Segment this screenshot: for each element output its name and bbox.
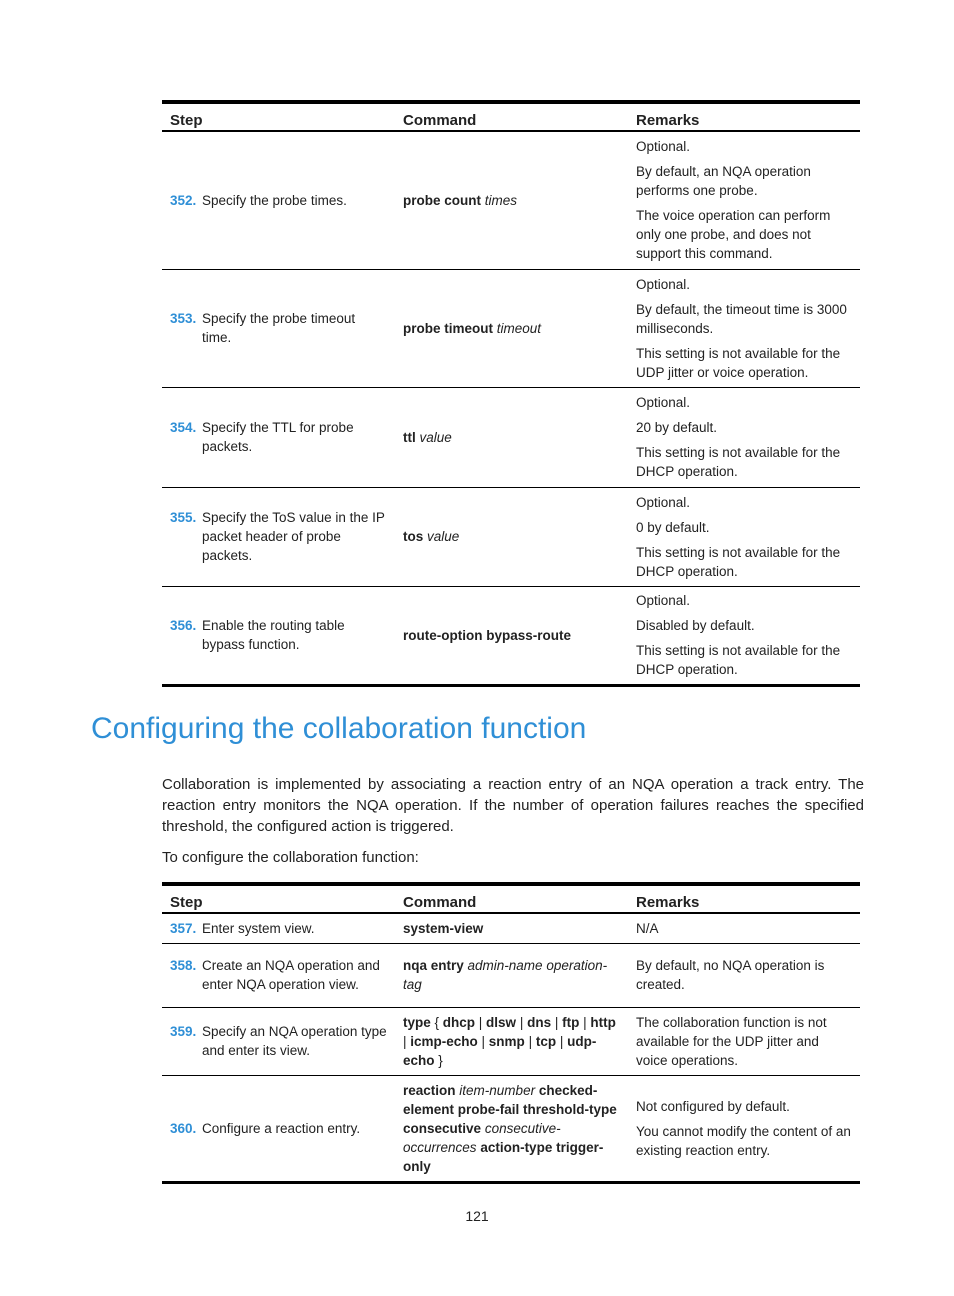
command-keyword: action-type trigger-only <box>403 1139 604 1174</box>
table-row <box>162 269 860 387</box>
header-remarks: Remarks <box>628 884 860 913</box>
probe-settings-table <box>162 100 860 687</box>
step-description: Enable the routing table bypass function. <box>202 618 345 652</box>
remark-line: This setting is not available for the DHCP operation. <box>636 544 841 579</box>
command-separator: } <box>434 1052 443 1068</box>
lead-paragraph: To configure the collaboration function: <box>162 849 419 866</box>
command-separator: | <box>475 1014 487 1030</box>
remark-line: Optional. <box>636 494 691 510</box>
command-separator: | <box>579 1014 591 1030</box>
remarks-cell <box>628 913 860 943</box>
remark-line: 20 by default. <box>636 420 718 435</box>
command-argument: item-number <box>459 1082 536 1098</box>
remarks-cell <box>628 1007 860 1075</box>
command-keyword: dlsw <box>486 1014 517 1030</box>
table-row <box>162 913 860 943</box>
command-keyword: tcp <box>535 1033 557 1049</box>
remarks-cell <box>628 131 860 269</box>
command-separator: { <box>430 1014 443 1030</box>
remarks-cell <box>628 586 860 685</box>
command-cell <box>395 1007 628 1075</box>
step-number: 355. <box>170 510 197 525</box>
command-separator: | <box>556 1033 568 1049</box>
header-step: Step <box>162 884 395 913</box>
command-argument: value <box>419 429 452 445</box>
step-description: Specify the probe times. <box>202 192 347 208</box>
command-separator: | <box>516 1014 528 1030</box>
remarks-cell <box>628 487 860 586</box>
remark-line: 0 by default. <box>636 519 710 535</box>
command-keyword: ttl <box>403 429 416 445</box>
step-description: Specify an NQA operation type and enter its view. <box>202 1024 387 1058</box>
table-body <box>162 131 860 685</box>
remarks-cell <box>628 387 860 487</box>
step-number: 356. <box>170 618 197 633</box>
table-row <box>162 1007 860 1075</box>
command-keyword: udp-echo <box>403 1033 597 1068</box>
step-item <box>170 1022 387 1060</box>
command-keyword: type <box>403 1014 431 1030</box>
remark-line: Optional. <box>636 593 691 608</box>
remark-line: Not configured by default. <box>636 1098 790 1114</box>
command-argument: times <box>484 192 518 208</box>
command-cell <box>395 913 628 943</box>
command-separator: | <box>524 1033 536 1049</box>
command-keyword: reaction <box>403 1082 456 1098</box>
step-item <box>170 956 387 994</box>
step-item <box>170 1119 387 1138</box>
header-remarks: Remarks <box>628 102 860 131</box>
command-keyword: http <box>590 1014 616 1030</box>
remark-line: Optional. <box>636 395 691 410</box>
step-number: 360. <box>170 1120 197 1136</box>
header-command: Command <box>395 102 628 131</box>
step-cell <box>162 269 395 387</box>
table-header-row <box>162 884 860 913</box>
table-row <box>162 131 860 269</box>
remark-line: Optional. <box>636 276 691 292</box>
step-description: Specify the TTL for probe packets. <box>202 420 354 454</box>
section-heading: Configuring the collaboration function <box>91 712 587 745</box>
remark-line: Disabled by default. <box>636 618 755 633</box>
header-step: Step <box>162 102 395 131</box>
remark-line: The collaboration function is not available for the UDP jitter and voice operations. <box>636 1014 827 1068</box>
table-body <box>162 913 860 1182</box>
remarks-cell <box>628 1075 860 1182</box>
command-keyword: probe timeout <box>403 320 493 336</box>
command-cell <box>395 269 628 387</box>
command-argument: timeout <box>496 320 542 336</box>
remark-line: This setting is not available for the DHCP operation. <box>636 445 841 479</box>
command-cell <box>395 487 628 586</box>
step-description: Enter system view. <box>202 920 315 936</box>
command-argument: value <box>427 529 460 544</box>
command-keyword: dhcp <box>442 1014 476 1030</box>
remark-line: You cannot modify the content of an existing reaction entry. <box>636 1123 851 1158</box>
step-number: 358. <box>170 958 197 973</box>
command-separator: | <box>477 1033 489 1049</box>
command-keyword: ftp <box>562 1014 580 1030</box>
command-keyword: nqa entry <box>403 958 464 973</box>
page-number: 121 <box>465 1208 489 1224</box>
step-description: Specify the probe timeout time. <box>202 311 356 345</box>
command-cell <box>395 1075 628 1182</box>
step-cell <box>162 943 395 1007</box>
step-item <box>170 508 387 565</box>
remarks-cell <box>628 269 860 387</box>
table-row <box>162 387 860 487</box>
step-number: 353. <box>170 311 197 326</box>
step-cell <box>162 913 395 943</box>
command-keyword: probe count <box>403 192 481 208</box>
intro-paragraph: Collaboration is implemented by associating a reaction entry of an NQA operation a track entry. The reaction entry monitors the NQA operation. If the number of operation failures reaches the specified threshold, the configured action is triggered. <box>162 776 864 835</box>
step-cell <box>162 586 395 685</box>
command-keyword: icmp-echo <box>410 1033 478 1049</box>
command-keyword: tos <box>403 529 424 544</box>
remark-line: This setting is not available for the UDP jitter or voice operation. <box>636 345 841 380</box>
step-number: 352. <box>170 192 197 208</box>
step-number: 354. <box>170 420 197 435</box>
command-cell <box>395 131 628 269</box>
remark-line: N/A <box>636 920 659 936</box>
command-separator: | <box>403 1033 411 1049</box>
step-cell <box>162 487 395 586</box>
command-cell <box>395 943 628 1007</box>
table-row <box>162 586 860 685</box>
command-separator: | <box>551 1014 563 1030</box>
command-keyword: checked-element probe-fail threshold-type consecutive <box>403 1082 617 1136</box>
command-keyword: system-view <box>403 920 484 936</box>
command-keyword: dns <box>527 1014 552 1030</box>
step-cell <box>162 1075 395 1182</box>
remarks-cell <box>628 943 860 1007</box>
command-cell <box>395 586 628 685</box>
step-number: 359. <box>170 1024 197 1039</box>
step-item <box>170 418 387 456</box>
step-description: Specify the ToS value in the IP packet header of probe packets. <box>202 510 385 563</box>
step-description: Configure a reaction entry. <box>202 1120 361 1136</box>
table-row <box>162 1075 860 1182</box>
command-argument: admin-name operation-tag <box>403 958 608 992</box>
step-number: 357. <box>170 920 197 936</box>
step-description: Create an NQA operation and enter NQA operation view. <box>202 958 380 992</box>
remark-line: The voice operation can perform only one probe, and does not support this command. <box>636 208 831 262</box>
command-keyword: route-option bypass-route <box>403 627 571 643</box>
remark-line: Optional. <box>636 139 691 155</box>
step-cell <box>162 387 395 487</box>
command-keyword: snmp <box>488 1033 525 1049</box>
table-row <box>162 487 860 586</box>
step-cell <box>162 131 395 269</box>
collaboration-table <box>162 882 860 1184</box>
step-item <box>170 919 387 938</box>
remark-line: By default, an NQA operation performs one probe. <box>636 164 811 199</box>
step-item <box>170 191 387 210</box>
table-header-row <box>162 102 860 131</box>
table-row <box>162 943 860 1007</box>
step-cell <box>162 1007 395 1075</box>
command-cell <box>395 387 628 487</box>
step-item <box>170 616 387 654</box>
header-command: Command <box>395 884 628 913</box>
remark-line: By default, no NQA operation is created. <box>636 958 825 992</box>
remark-line: By default, the timeout time is 3000 milliseconds. <box>636 301 847 336</box>
step-item <box>170 309 387 347</box>
command-argument: consecutive-occurrences <box>403 1120 561 1155</box>
remark-line: This setting is not available for the DHCP operation. <box>636 643 841 677</box>
